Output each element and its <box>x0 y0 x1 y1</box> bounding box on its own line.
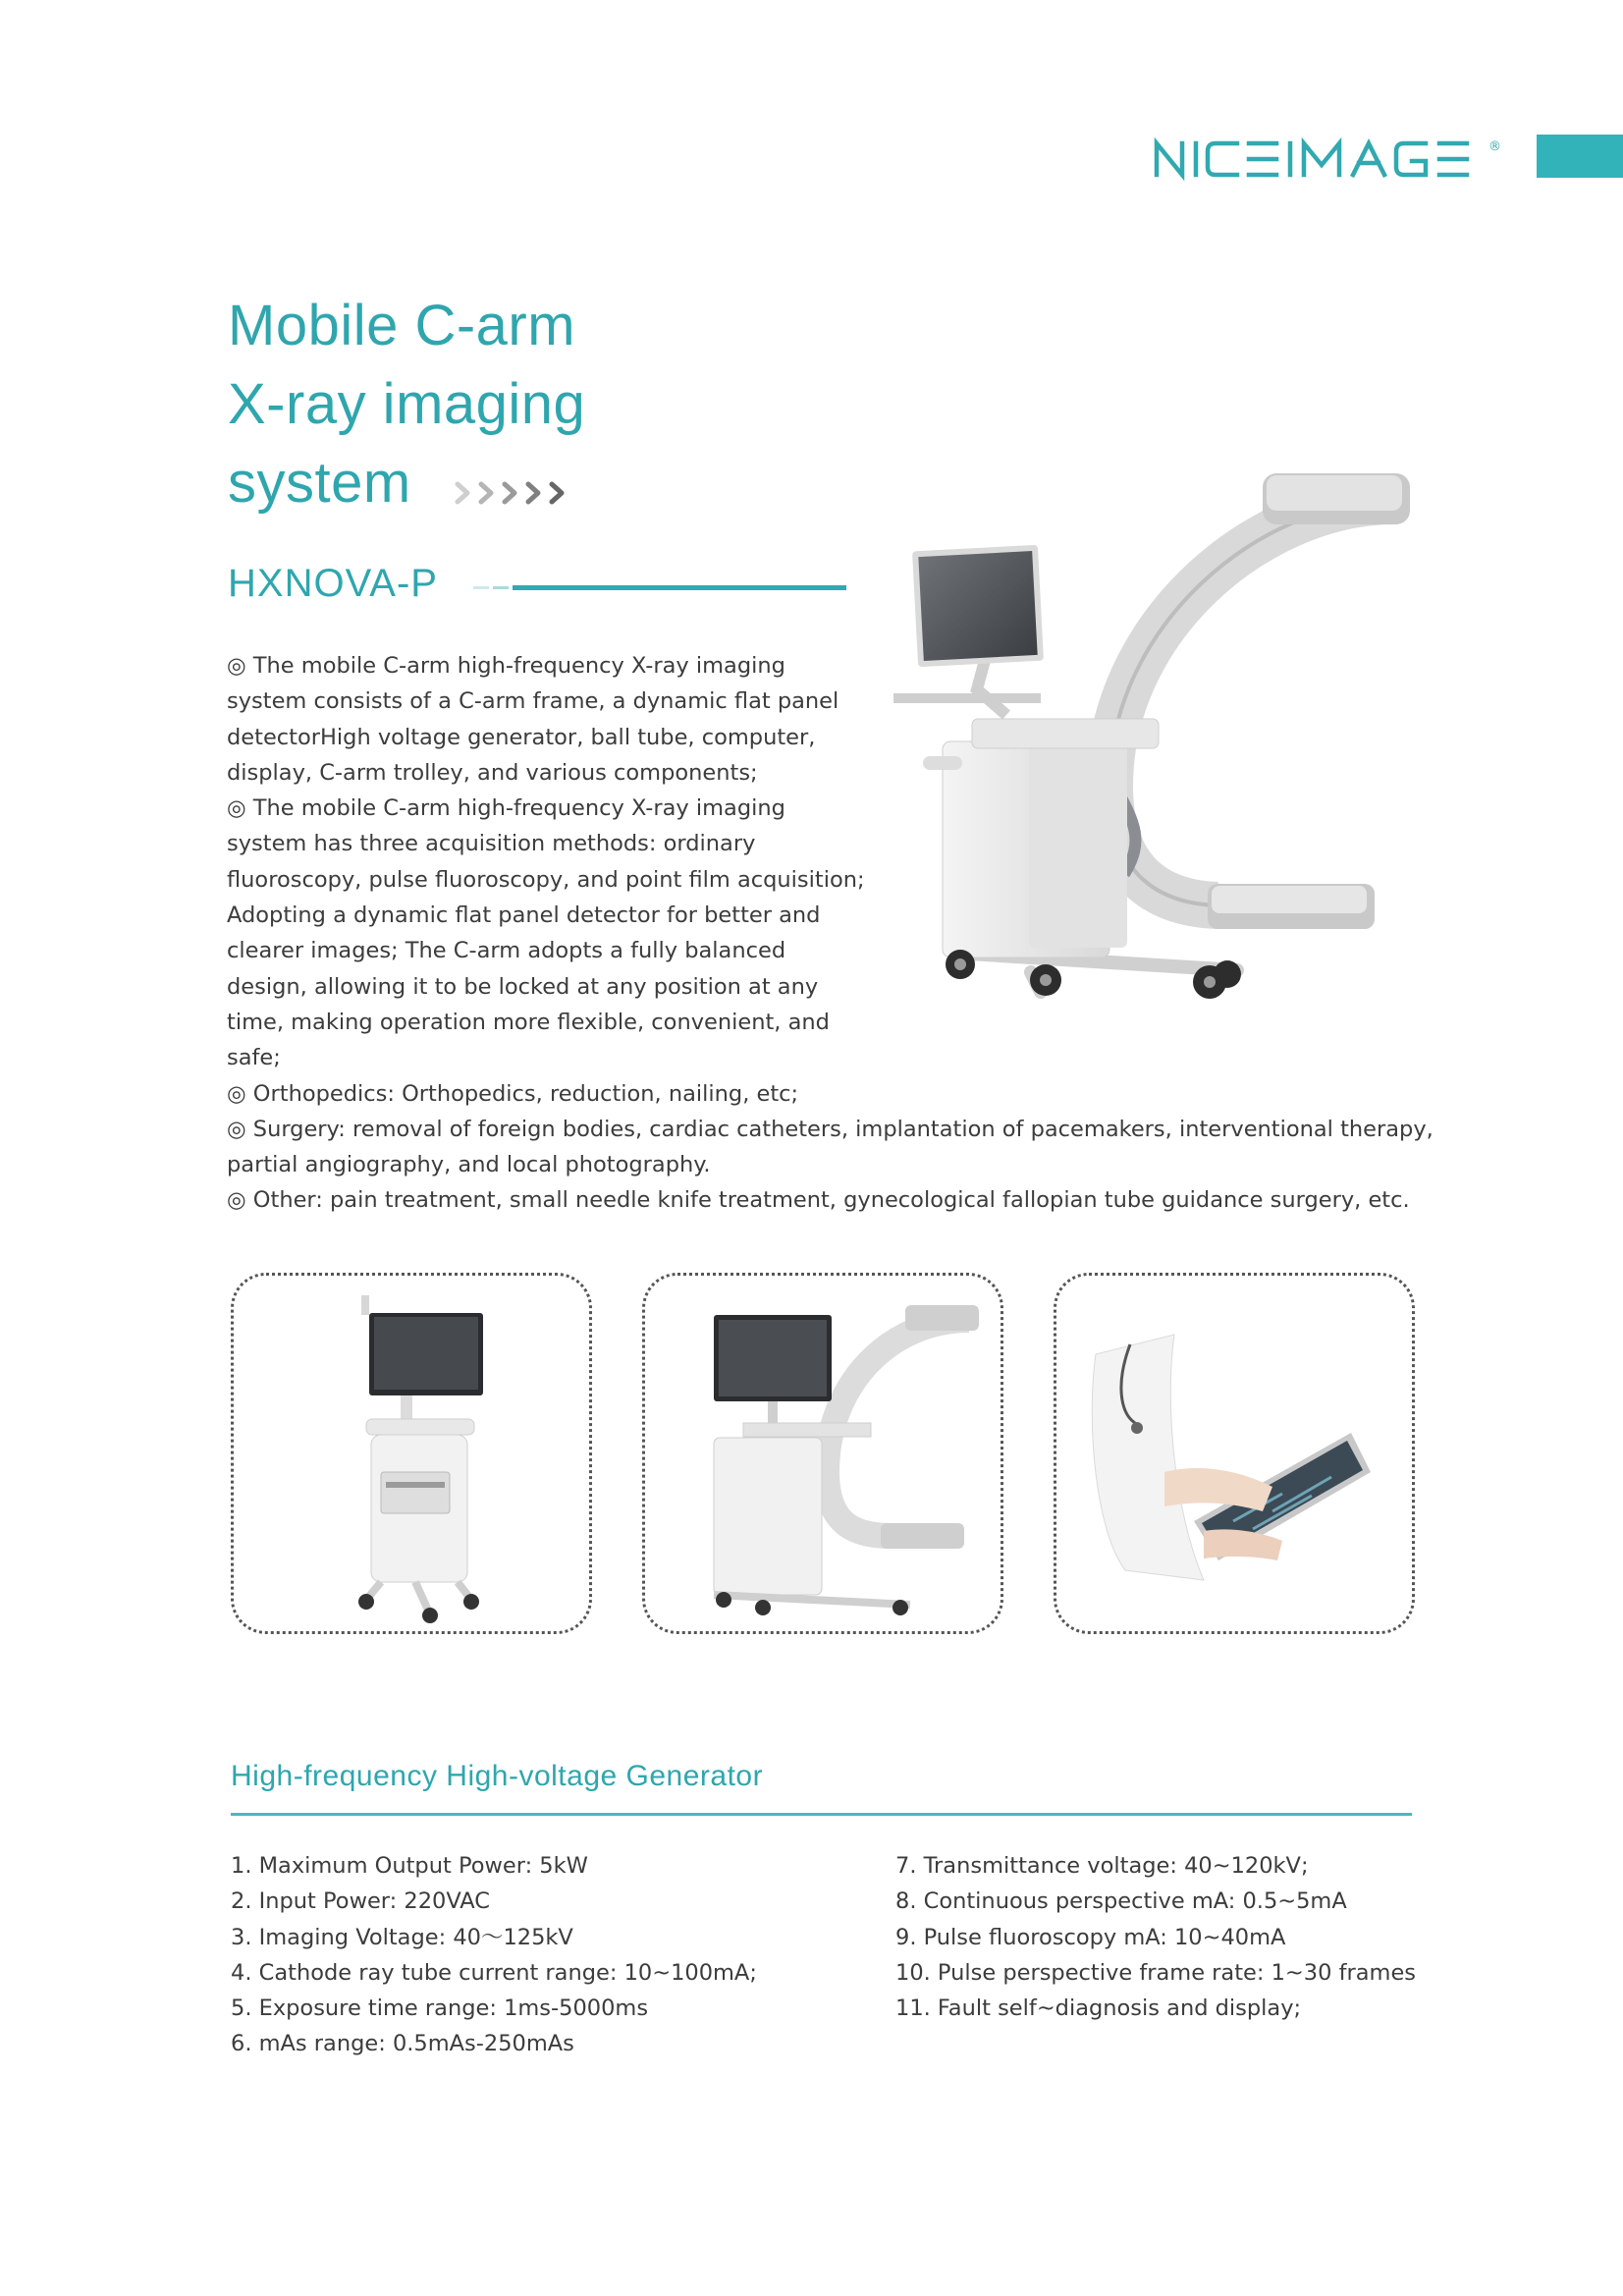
chevrons-icon <box>452 476 579 510</box>
trolley-image <box>234 1276 589 1631</box>
c-arm-image <box>645 1276 1001 1631</box>
c-arm-product-image <box>884 462 1434 1021</box>
description-paragraph-1: ◎ The mobile C-arm high-frequency X-ray imaging system consists of a C-arm frame, a dynamic flat panel detectorHigh voltage generator, ball tube, computer, display, C-arm trolley, and various components; <box>227 653 839 786</box>
title-line-2: X-ray imaging <box>228 372 586 436</box>
spec-item: 6. mAs range: 0.5mAs-250mAs <box>231 2031 574 2057</box>
header-accent-bar <box>1537 135 1623 178</box>
spec-item: 2. Input Power: 220VAC <box>231 1888 491 1915</box>
title-line-3: system <box>228 451 411 515</box>
spec-item: 9. Pulse fluoroscopy mA: 10~40mA <box>895 1924 1286 1950</box>
gallery-card-tablet <box>1054 1273 1415 1634</box>
spec-list-left <box>231 1848 757 2062</box>
tablet-hand-image <box>1056 1276 1412 1631</box>
brand-logo <box>1153 136 1487 183</box>
spec-list-right <box>895 1848 1416 2026</box>
title-line-1: Mobile C-arm <box>228 294 576 357</box>
spec-item: 5. Exposure time range: 1ms-5000ms <box>231 1995 649 2022</box>
spec-item: 11. Fault self~diagnosis and display; <box>895 1995 1302 2022</box>
description-paragraph-5: ◎ Other: pain treatment, small needle knife treatment, gynecological fallopian tube guidance surgery, etc. <box>227 1187 1410 1214</box>
gallery-card-trolley <box>231 1273 592 1634</box>
gallery-card-c-arm <box>642 1273 1003 1634</box>
description-paragraph-4: ◎ Surgery: removal of foreign bodies, cardiac catheters, implantation of pacemakers, interventional therapy, partial angiography, and local photography. <box>227 1116 1434 1178</box>
spec-section-title: High-frequency High-voltage Generator <box>231 1760 764 1792</box>
spec-section-divider <box>231 1813 1412 1816</box>
spec-item: 7. Transmittance voltage: 40~120kV; <box>895 1853 1309 1879</box>
spec-item: 10. Pulse perspective frame rate: 1~30 frames <box>895 1959 1417 1986</box>
registered-mark: ® <box>1488 139 1501 154</box>
model-divider <box>473 585 846 591</box>
description-paragraph-3: ◎ Orthopedics: Orthopedics, reduction, nailing, etc; <box>227 1080 799 1107</box>
description-paragraph-2: ◎ The mobile C-arm high-frequency X-ray imaging system has three acquisition methods: ordinary fluoroscopy, pulse fluoroscopy, and point film acquisition; Adopting a dynamic flat panel detector for better and clearer images; The C-arm adopts a fully balanced design, allowing it to be locked at any position at any time, making operation more flexible, convenient, and safe; <box>227 795 865 1071</box>
spec-item: 8. Continuous perspective mA: 0.5~5mA <box>895 1888 1347 1915</box>
spec-item: 4. Cathode ray tube current range: 10~100mA; <box>231 1959 757 1986</box>
spec-item: 3. Imaging Voltage: 40～125kV <box>231 1924 573 1950</box>
spec-item: 1. Maximum Output Power: 5kW <box>231 1853 588 1879</box>
model-name: HXNOVA-P <box>228 562 438 605</box>
